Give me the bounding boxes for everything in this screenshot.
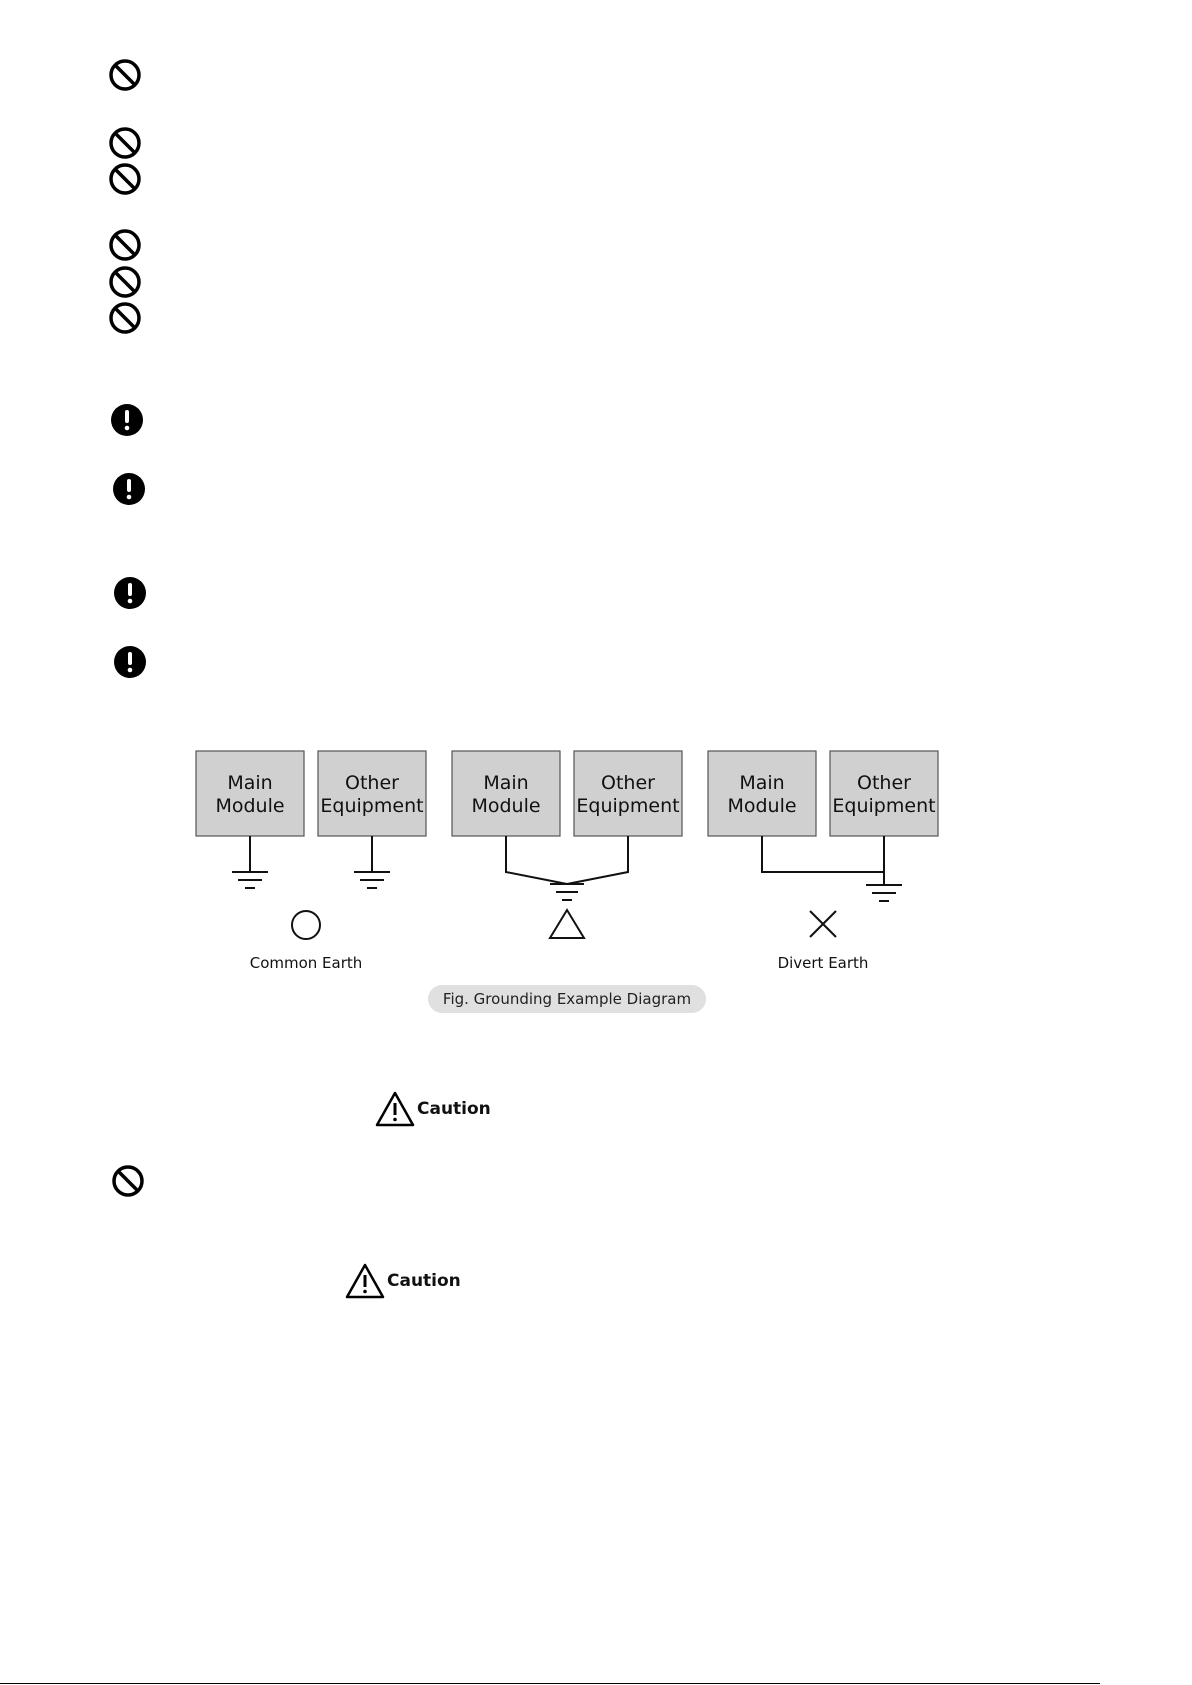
figure-caption: Fig. Grounding Example Diagram — [428, 985, 706, 1013]
prohibition-icon — [108, 126, 142, 160]
grounding-diagram — [180, 745, 940, 975]
other-equipment-label: Equipment — [320, 795, 424, 817]
caution-label: Caution — [417, 1099, 491, 1119]
ok-circle-mark — [292, 911, 320, 939]
caution-label: Caution — [387, 1271, 461, 1291]
page-footer-rule — [0, 1683, 1100, 1684]
diagram-group-divert-earth — [708, 751, 938, 972]
svg-text:Main — [739, 772, 784, 794]
svg-text:Other — [601, 772, 655, 794]
common-earth-caption: Common Earth — [249, 954, 363, 972]
prohibition-icon — [108, 162, 142, 196]
main-module-label: Module — [727, 795, 797, 817]
prohibition-icon — [108, 58, 142, 92]
svg-text:Equipment — [832, 795, 935, 817]
warning-triangle-icon — [345, 1263, 385, 1299]
svg-text:Module — [471, 795, 540, 817]
caution-heading — [375, 1091, 491, 1127]
main-module-label: Main — [739, 772, 785, 794]
prohibition-icon — [111, 1164, 145, 1198]
svg-text:Module — [215, 795, 284, 817]
other-equipment-label: Equipment — [832, 795, 936, 817]
svg-text:Other — [345, 772, 399, 794]
caution-heading — [345, 1263, 461, 1299]
diagram-group-shared — [452, 751, 682, 938]
svg-text:Equipment — [320, 795, 423, 817]
other-equipment-label: Other — [601, 772, 655, 794]
main-module-label: Main — [483, 772, 529, 794]
diagram-group-common-earth — [196, 751, 426, 972]
other-equipment-label: Other — [857, 772, 911, 794]
main-module-label: Module — [215, 795, 285, 817]
main-module-label: Module — [471, 795, 541, 817]
divert-earth-caption: Divert Earth — [777, 954, 869, 972]
svg-text:Divert Earth — [778, 954, 869, 972]
exclamation-icon — [110, 403, 144, 437]
svg-text:Main — [227, 772, 272, 794]
svg-text:Equipment — [576, 795, 679, 817]
exclamation-icon — [112, 472, 146, 506]
svg-text:Common Earth — [250, 954, 363, 972]
exclamation-icon — [113, 576, 147, 610]
other-equipment-label: Other — [345, 772, 399, 794]
other-equipment-label: Equipment — [576, 795, 680, 817]
ng-cross-mark — [810, 911, 836, 937]
svg-text:Other — [857, 772, 911, 794]
svg-text:Main — [483, 772, 528, 794]
main-module-label: Main — [227, 772, 273, 794]
prohibition-icon — [108, 265, 142, 299]
svg-text:Module — [727, 795, 796, 817]
prohibition-icon — [108, 228, 142, 262]
warning-triangle-icon — [375, 1091, 415, 1127]
partial-triangle-mark — [550, 910, 584, 938]
prohibition-icon — [108, 301, 142, 335]
exclamation-icon — [113, 645, 147, 679]
